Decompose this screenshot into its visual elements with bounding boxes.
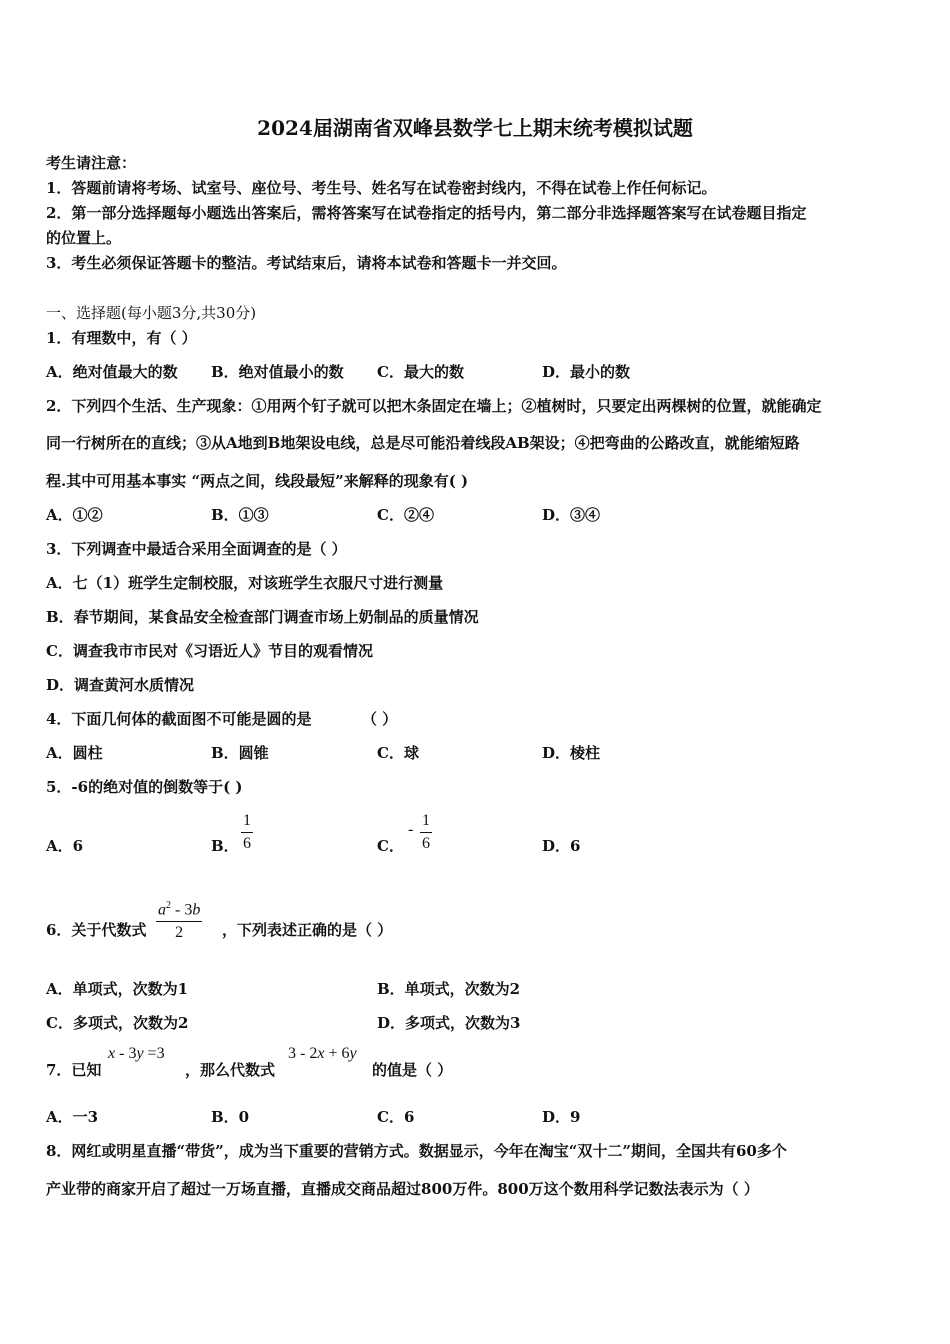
q6-suffix: ，下列表述正确的是（ ） xyxy=(222,921,393,939)
q7-expr-var-x: x xyxy=(317,1045,325,1062)
q2-line-2: 同一行树所在的直线；③从A地到B地架设电线，总是尽可能沿着线段AB架设；④把弯曲的公路改直，就能缩短路 xyxy=(46,434,800,452)
q2-option-c: C．②④ xyxy=(377,506,434,524)
q6-numerator-mid: - 3 xyxy=(171,901,193,919)
q4-option-a: A．圆柱 xyxy=(46,744,103,762)
q7-expr-part-2: + 6 xyxy=(324,1045,350,1062)
q3-option-a: A．七（1）班学生定制校服，对该班学生衣服尺寸进行测量 xyxy=(46,574,444,592)
q2-option-a: A．①② xyxy=(46,506,103,524)
q6-exponent: 2 xyxy=(166,900,171,911)
q5-c-minus-sign: - xyxy=(408,821,414,838)
q6-option-d: D．多项式，次数为3 xyxy=(377,1014,521,1032)
q7-option-a: A．一3 xyxy=(46,1108,99,1126)
q3-option-c: C．调查我市市民对《习语近人》节目的观看情况 xyxy=(46,642,373,660)
notice-item-1: 1．答题前请将考场、试室号、座位号、考生号、姓名写在试卷密封线内，不得在试卷上作任何标记。 xyxy=(46,179,717,197)
q7-cond-var-x: x xyxy=(108,1045,116,1062)
notice-item-2-line-2: 的位置上。 xyxy=(46,229,122,247)
q6-var-a: a xyxy=(158,901,166,919)
q4-answer-paren: （ ） xyxy=(362,710,398,728)
q5-b-numerator: 1 xyxy=(243,812,251,829)
q5-option-b-label: B． xyxy=(211,837,239,855)
q5-option-d: D．6 xyxy=(542,837,581,855)
q4-option-b: B．圆锥 xyxy=(211,744,269,762)
q4-stem: 4．下面几何体的截面图不可能是圆的是 xyxy=(46,710,312,728)
q7-condition xyxy=(108,1045,165,1063)
q7-option-b: B．0 xyxy=(211,1108,250,1126)
q7-cond-mid: - 3 xyxy=(115,1045,137,1062)
q3-stem: 3．下列调查中最适合采用全面调查的是（ ） xyxy=(46,540,347,558)
q2-line-3: 程.其中可用基本事实 “两点之间，线段最短”来解释的现象有( ) xyxy=(46,472,469,490)
q3-option-d: D．调查黄河水质情况 xyxy=(46,676,195,694)
q7-option-d: D．9 xyxy=(542,1108,581,1126)
q7-expr-var-y: y xyxy=(349,1045,357,1062)
q5-b-denominator: 6 xyxy=(243,835,251,852)
q1-option-b: B．绝对值最小的数 xyxy=(211,363,344,381)
q7-cond-rest: =3 xyxy=(143,1045,165,1062)
q7-expression xyxy=(288,1045,357,1063)
q5-option-b-fraction xyxy=(241,810,253,855)
q3-option-b: B．春节期间，某食品安全检查部门调查市场上奶制品的质量情况 xyxy=(46,608,479,626)
q6-var-b: b xyxy=(192,901,201,919)
q6-denominator: 2 xyxy=(175,924,184,942)
q6-expression-fraction xyxy=(156,895,202,944)
q6-option-b: B．单项式，次数为2 xyxy=(377,980,521,998)
q6-numerator xyxy=(156,895,202,921)
q5-option-c-label: C． xyxy=(377,837,404,855)
q6-option-c: C．多项式，次数为2 xyxy=(46,1014,189,1032)
page-title: 2024届湖南省双峰县数学七上期末统考模拟试题 xyxy=(257,116,693,140)
q1-stem: 1．有理数中，有（ ） xyxy=(46,329,197,347)
q2-option-b: B．①③ xyxy=(211,506,269,524)
q1-option-d: D．最小的数 xyxy=(542,363,631,381)
q5-c-denominator: 6 xyxy=(422,835,430,852)
q4-option-d: D．棱柱 xyxy=(542,744,601,762)
q1-option-c: C．最大的数 xyxy=(377,363,464,381)
q8-line-2: 产业带的商家开启了超过一万场直播，直播成交商品超过800万件。800万这个数用科学记数法表示为（ ） xyxy=(46,1180,759,1198)
q7-expr-part-1: 3 - 2 xyxy=(288,1045,318,1062)
q4-option-c: C．球 xyxy=(377,744,419,762)
q7-middle-text: ，那么代数式 xyxy=(185,1061,276,1079)
q5-c-numerator: 1 xyxy=(422,812,430,829)
q8-line-1: 8．网红或明星直播“带货”，成为当下重要的营销方式。数据显示，今年在淘宝“双十二”期间，全国共有60多个 xyxy=(46,1142,787,1160)
q7-prefix: 7．已知 xyxy=(46,1061,102,1079)
q6-prefix: 6．关于代数式 xyxy=(46,921,147,939)
q5-option-c-fraction xyxy=(420,810,432,855)
q7-option-c: C．6 xyxy=(377,1108,415,1126)
q1-option-a: A．绝对值最大的数 xyxy=(46,363,178,381)
q2-option-d: D．③④ xyxy=(542,506,601,524)
q7-suffix: 的值是（ ） xyxy=(372,1061,453,1079)
q6-option-a: A．单项式，次数为1 xyxy=(46,980,189,998)
notice-heading: 考生请注意： xyxy=(46,154,137,172)
notice-item-2-line-1: 2．第一部分选择题每小题选出答案后，需将答案写在试卷指定的括号内，第二部分非选择题答案写在试卷题目指定 xyxy=(46,204,807,222)
q5-option-a: A．6 xyxy=(46,837,84,855)
q5-stem: 5．-6的绝对值的倒数等于( ) xyxy=(46,778,243,796)
q7-cond-var-y: y xyxy=(136,1045,144,1062)
section-heading: 一、选择题(每小题3分,共30分) xyxy=(46,304,257,322)
q2-line-1: 2．下列四个生活、生产现象：①用两个钉子就可以把木条固定在墙上；②植树时，只要定出两棵树的位置，就能确定 xyxy=(46,397,822,415)
notice-item-3: 3．考生必须保证答题卡的整洁。考试结束后，请将本试卷和答题卡一并交回。 xyxy=(46,254,567,272)
